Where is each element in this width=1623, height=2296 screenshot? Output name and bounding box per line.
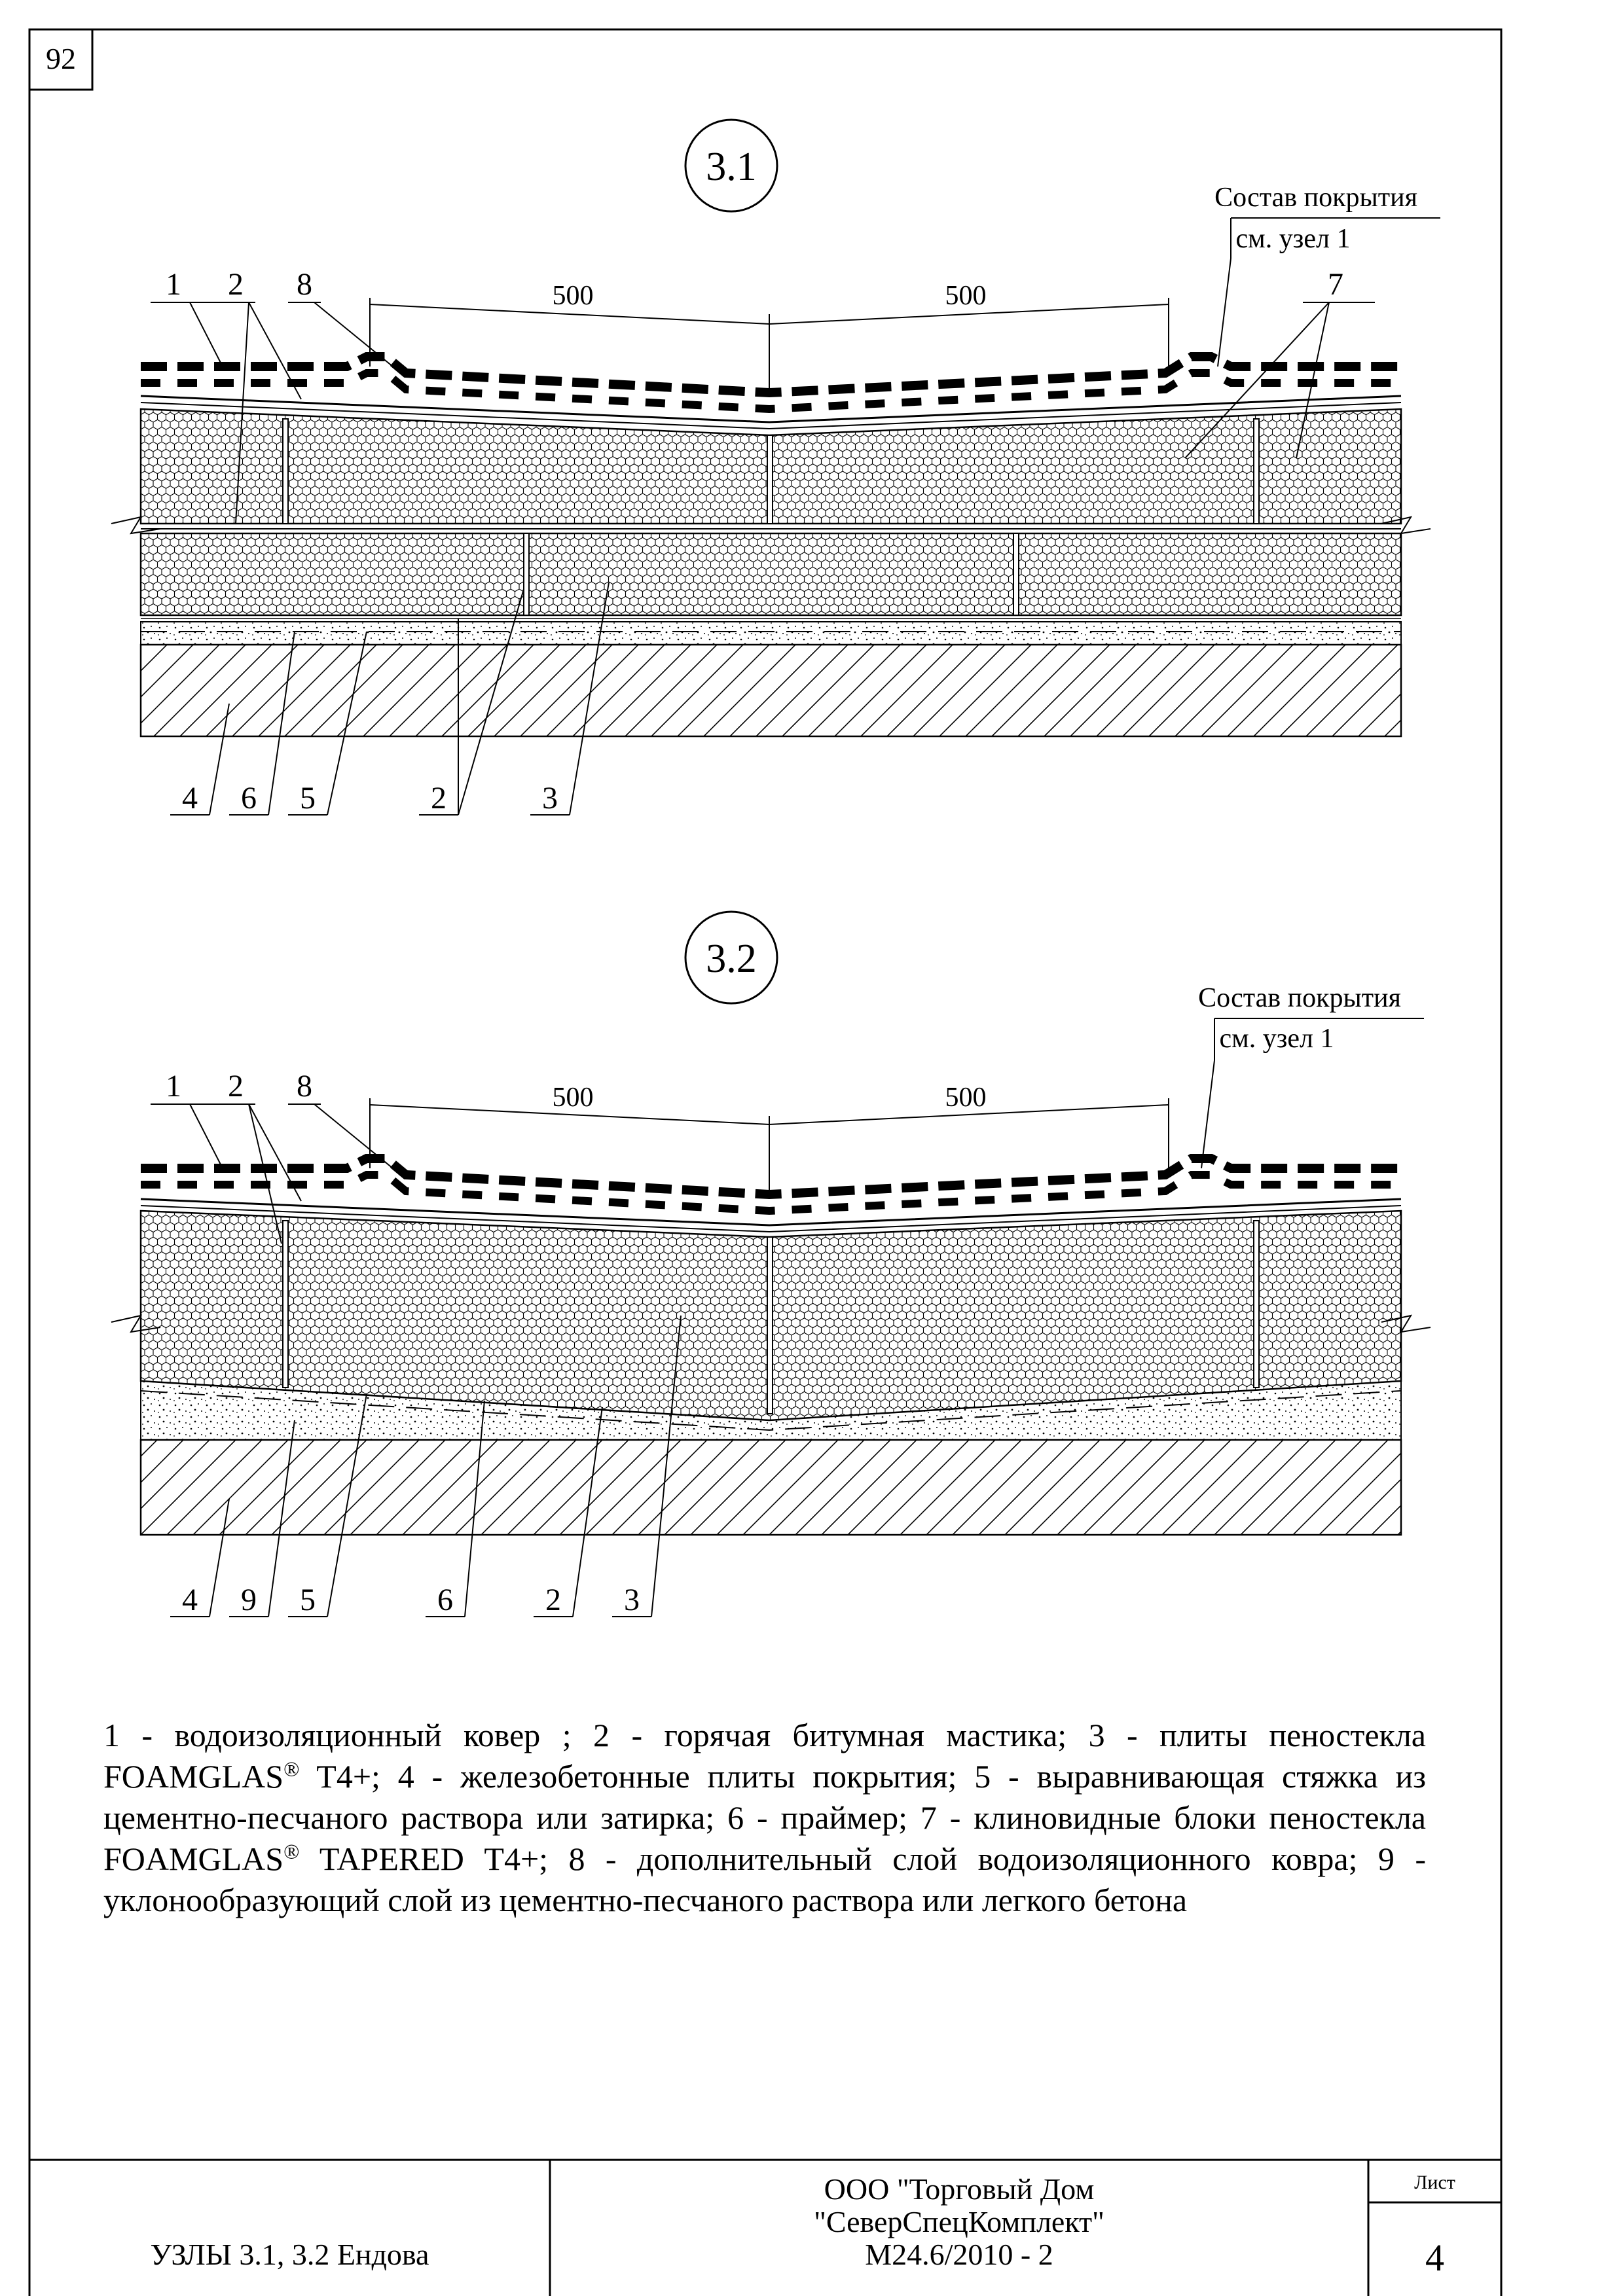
diagram-3-2-note-line-1: Состав покрытия — [1198, 983, 1401, 1013]
diagram-3-2-callout-2b: 2 — [545, 1583, 561, 1617]
diagram-3-1 — [111, 120, 1440, 816]
diagram-3-2-callout-1: 1 — [166, 1069, 181, 1103]
company-line-1: ООО "Торговый Дом — [824, 2172, 1095, 2206]
diagram-3-1-callout-6: 6 — [241, 781, 257, 816]
diagram-3-2-callout-9: 9 — [241, 1583, 257, 1617]
legend-reg-2: ® — [283, 1839, 300, 1863]
diagram-3-2-id: 3.2 — [706, 937, 757, 981]
diagram-3-1-dim-left: 500 — [552, 281, 594, 311]
screed-layer — [141, 622, 1401, 645]
concrete-slab-2 — [141, 1440, 1401, 1535]
legend-text-1: 1 - водоизоляционный ковер ; 2 - горячая битумная мастика; 3 - плиты пеностекла FOAMGLAS — [103, 1717, 1426, 1795]
legend-text-2: T4+; 4 - железобетонные плиты покрытия; 5 - выравнивающая стяжка из цементно-песчаного раствора или затирка; 6 - праймер; 7 - клиновидные блоки пеностекла FOAMGLAS — [103, 1758, 1426, 1877]
diagram-3-1-id: 3.1 — [706, 145, 757, 189]
diagram-3-2 — [111, 912, 1431, 1617]
diagram-3-1-callout-7: 7 — [1328, 267, 1343, 302]
diagram-3-1-callout-4: 4 — [182, 781, 198, 816]
diagram-3-2-dim-right: 500 — [945, 1083, 987, 1113]
diagram-3-1-callout-5: 5 — [300, 781, 316, 816]
diagram-3-1-callout-2: 2 — [228, 267, 244, 302]
sheet-label: Лист — [1414, 2172, 1455, 2193]
diagram-3-2-callout-8: 8 — [297, 1069, 312, 1103]
diagram-3-1-callout-1: 1 — [166, 267, 181, 302]
concrete-slab — [141, 645, 1401, 736]
diagram-3-1-note-line-2: см. узел 1 — [1235, 224, 1351, 254]
diagram-3-2-callout-3: 3 — [624, 1583, 640, 1617]
diagram-3-2-callout-2: 2 — [228, 1069, 244, 1103]
diagram-3-2-note-line-2: см. узел 1 — [1219, 1024, 1334, 1054]
diagram-3-2-callout-5: 5 — [300, 1583, 316, 1617]
diagram-3-1-callout-2b: 2 — [431, 781, 447, 816]
diagram-3-1-callout-3: 3 — [542, 781, 558, 816]
page-number: 92 — [46, 42, 76, 75]
drawing-title: УЗЛЫ 3.1, 3.2 Ендова — [150, 2238, 429, 2271]
legend-text-3: TAPERED T4+; 8 - дополнительный слой водоизоляционного ковра; 9 - уклонообразующий слой из цементно-песчаного раствора или легкого бетона — [103, 1840, 1426, 1918]
company-block — [550, 2173, 1368, 2271]
diagram-3-1-note-line-1: Состав покрытия — [1214, 183, 1417, 213]
diagram-3-2-callout-4: 4 — [182, 1583, 198, 1617]
foamglas-lower-row — [141, 533, 1401, 615]
diagram-3-2-dim-left: 500 — [552, 1083, 594, 1113]
company-line-2: "СеверСпецКомплект" — [814, 2205, 1104, 2238]
doc-code: М24.6/2010 - 2 — [865, 2238, 1053, 2271]
sheet-number: 4 — [1425, 2236, 1444, 2279]
diagram-3-2-callout-6: 6 — [437, 1583, 453, 1617]
legend-reg-1: ® — [283, 1757, 300, 1781]
legend — [103, 1715, 1426, 1921]
diagram-3-1-callout-8: 8 — [297, 267, 312, 302]
diagram-3-1-dim-right: 500 — [945, 281, 987, 311]
